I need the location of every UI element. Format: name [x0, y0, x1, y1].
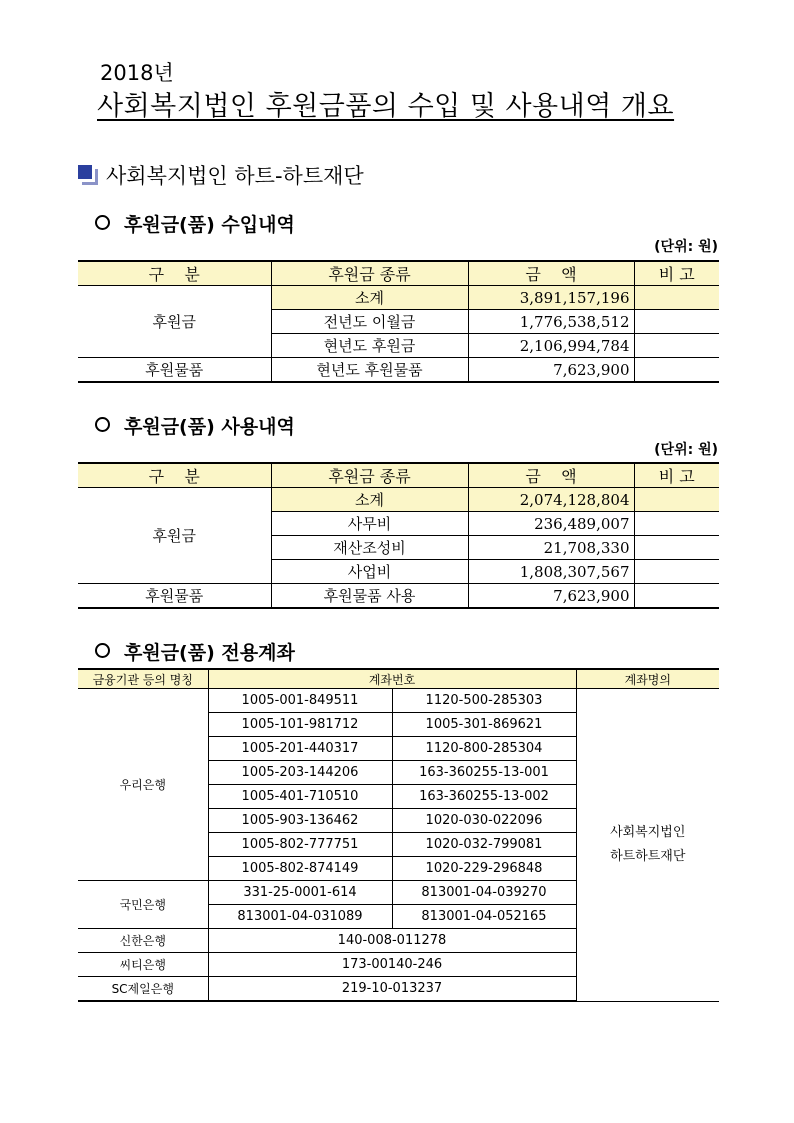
table-row: [78, 584, 719, 609]
table-header-row: [78, 261, 719, 286]
row-note: [634, 560, 719, 584]
column-header: 금 액: [468, 463, 634, 488]
row-note: [634, 286, 719, 310]
usage-table: [78, 462, 719, 609]
bank-name: 신한은행: [78, 929, 208, 953]
account-number: 331-25-0001-614: [208, 881, 392, 905]
usage-unit: (단위: 원): [654, 442, 718, 458]
accounts-section-label: 후원금(품) 전용계좌: [124, 642, 295, 664]
usage-section-label: 후원금(품) 사용내역: [124, 416, 295, 438]
account-number: 1005-001-849511: [208, 689, 392, 713]
circle-bullet-icon: [95, 417, 110, 432]
account-number: 1120-800-285304: [392, 737, 576, 761]
organization-name: 사회복지법인 하트-하트재단: [106, 164, 364, 188]
group-label: 후원금: [78, 286, 271, 358]
account-number: 1005-203-144206: [208, 761, 392, 785]
row-note: [634, 310, 719, 334]
column-header: 구 분: [78, 463, 271, 488]
square-bullet-icon: [78, 165, 98, 185]
report-year: 2018년: [100, 61, 174, 85]
row-amount: 2,074,128,804: [468, 488, 634, 512]
account-number: 1005-802-777751: [208, 833, 392, 857]
table-row: [78, 689, 719, 713]
account-holder-line: 하트하트재단: [610, 848, 686, 864]
row-type: 재산조성비: [271, 536, 468, 560]
account-number: 1005-903-136462: [208, 809, 392, 833]
row-type: 현년도 후원금: [271, 334, 468, 358]
row-type: 전년도 이월금: [271, 310, 468, 334]
account-number: 163-360255-13-001: [392, 761, 576, 785]
account-number: 219-10-013237: [208, 977, 576, 1002]
row-type: 사업비: [271, 560, 468, 584]
account-holder: [576, 689, 719, 1002]
column-header: 비 고: [634, 463, 719, 488]
bank-name: 국민은행: [78, 881, 208, 929]
table-row: [78, 488, 719, 512]
column-header: 금 액: [468, 261, 634, 286]
row-amount: 2,106,994,784: [468, 334, 634, 358]
account-number: 163-360255-13-002: [392, 785, 576, 809]
row-amount: 3,891,157,196: [468, 286, 634, 310]
group-label: 후원물품: [78, 358, 271, 383]
usage-section-title: [95, 412, 295, 439]
income-section-label: 후원금(품) 수입내역: [124, 214, 295, 236]
group-label: 후원금: [78, 488, 271, 584]
circle-bullet-icon: [95, 215, 110, 230]
income-unit: (단위: 원): [654, 239, 718, 255]
bank-name: 씨티은행: [78, 953, 208, 977]
accounts-table: [78, 668, 719, 1002]
account-number: 140-008-011278: [208, 929, 576, 953]
row-note: [634, 584, 719, 609]
account-number: 1120-500-285303: [392, 689, 576, 713]
table-header-row: [78, 669, 719, 689]
row-type: 후원물품 사용: [271, 584, 468, 609]
column-header: 계좌번호: [208, 669, 576, 689]
column-header: 구 분: [78, 261, 271, 286]
account-number: 813001-04-039270: [392, 881, 576, 905]
account-number: 1020-032-799081: [392, 833, 576, 857]
row-amount: 7,623,900: [468, 584, 634, 609]
account-number: 173-00140-246: [208, 953, 576, 977]
row-note: [634, 488, 719, 512]
account-number: 1020-030-022096: [392, 809, 576, 833]
bank-name: SC제일은행: [78, 977, 208, 1002]
row-amount: 7,623,900: [468, 358, 634, 383]
table-row: [78, 358, 719, 383]
account-number: 1005-201-440317: [208, 737, 392, 761]
row-type: 소계: [271, 286, 468, 310]
income-section-title: [95, 210, 295, 237]
row-note: [634, 358, 719, 383]
row-amount: 21,708,330: [468, 536, 634, 560]
column-header: 후원금 종류: [271, 261, 468, 286]
organization-heading: [78, 160, 364, 190]
account-number: 1005-101-981712: [208, 713, 392, 737]
table-header-row: [78, 463, 719, 488]
account-number: 813001-04-052165: [392, 905, 576, 929]
account-holder-line: 사회복지법인: [610, 824, 686, 840]
group-label: 후원물품: [78, 584, 271, 609]
account-number: 1005-301-869621: [392, 713, 576, 737]
column-header: 비 고: [634, 261, 719, 286]
row-amount: 1,776,538,512: [468, 310, 634, 334]
table-row: [78, 286, 719, 310]
row-note: [634, 334, 719, 358]
circle-bullet-icon: [95, 643, 110, 658]
account-number: 1020-229-296848: [392, 857, 576, 881]
row-type: 현년도 후원물품: [271, 358, 468, 383]
row-type: 사무비: [271, 512, 468, 536]
row-amount: 1,808,307,567: [468, 560, 634, 584]
page-title: 사회복지법인 후원금품의 수입 및 사용내역 개요: [97, 91, 675, 122]
account-number: 1005-401-710510: [208, 785, 392, 809]
column-header: 후원금 종류: [271, 463, 468, 488]
column-header: 금융기관 등의 명칭: [78, 669, 208, 689]
row-type: 소계: [271, 488, 468, 512]
row-amount: 236,489,007: [468, 512, 634, 536]
bank-name: 우리은행: [78, 689, 208, 881]
account-number: 1005-802-874149: [208, 857, 392, 881]
row-note: [634, 536, 719, 560]
column-header: 계좌명의: [576, 669, 719, 689]
account-number: 813001-04-031089: [208, 905, 392, 929]
income-table: [78, 260, 719, 383]
accounts-section-title: [95, 638, 295, 665]
row-note: [634, 512, 719, 536]
